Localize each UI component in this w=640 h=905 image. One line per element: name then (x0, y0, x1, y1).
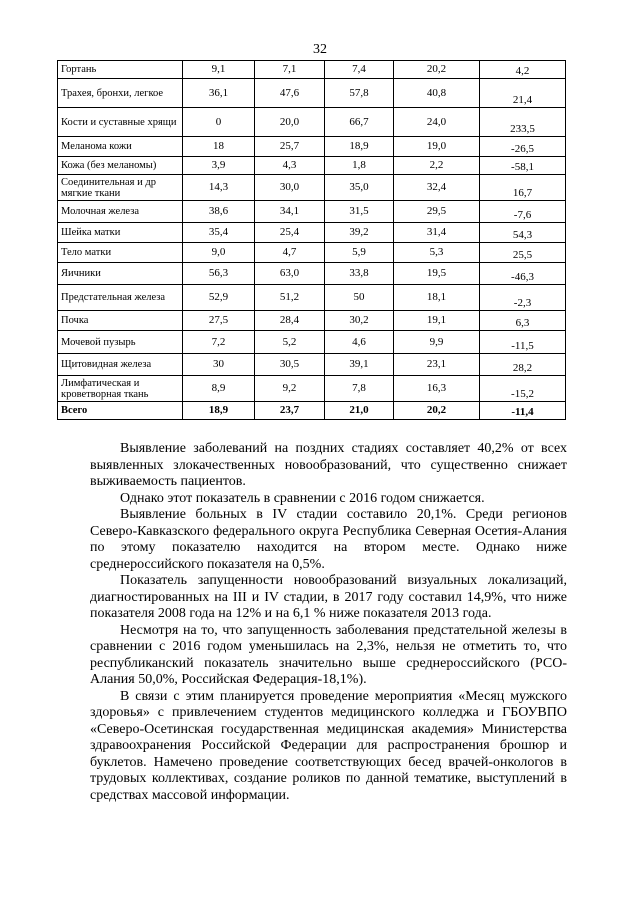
row-label: Молочная железа (58, 201, 183, 223)
change-cell: 233,5 (480, 108, 566, 137)
change-cell: 54,3 (480, 223, 566, 243)
value-cell: 47,6 (255, 79, 325, 108)
value-cell: 4,6 (325, 331, 394, 354)
table-row (58, 243, 566, 263)
change-cell: 25,5 (480, 243, 566, 263)
value-cell: 63,0 (255, 263, 325, 285)
value-cell: 30,5 (255, 354, 325, 376)
value-cell: 18,9 (183, 402, 255, 420)
change-cell: 4,2 (480, 61, 566, 79)
table-row (58, 137, 566, 157)
change-cell: -46,3 (480, 263, 566, 285)
row-label: Кожа (без меланомы) (58, 157, 183, 175)
value-cell: 50 (325, 285, 394, 311)
row-label: Соединительная и др мягкие ткани (58, 175, 183, 201)
value-cell: 20,0 (255, 108, 325, 137)
change-cell: 16,7 (480, 175, 566, 201)
paragraph: Выявление больных в IV стадии составило 20,1%. Среди регионов Северо-Кавказского федерального округа Республика Северная Осетия-Алания по этому показателю находится на втором месте. Однако ниже среднероссийского показателя на 0,5%. (90, 507, 567, 572)
change-cell: -11,5 (480, 331, 566, 354)
value-cell: 7,8 (325, 376, 394, 402)
value-cell: 3,9 (183, 157, 255, 175)
table-row (58, 223, 566, 243)
table-row (58, 201, 566, 223)
value-cell: 51,2 (255, 285, 325, 311)
value-cell: 1,8 (325, 157, 394, 175)
value-cell: 4,3 (255, 157, 325, 175)
value-cell: 5,2 (255, 331, 325, 354)
change-cell: 21,4 (480, 79, 566, 108)
value-cell: 25,4 (255, 223, 325, 243)
row-label: Тело матки (58, 243, 183, 263)
page-number: 32 (313, 42, 327, 57)
table-row (58, 285, 566, 311)
value-cell: 18,9 (325, 137, 394, 157)
value-cell: 5,9 (325, 243, 394, 263)
row-label: Кости и суставные хрящи (58, 108, 183, 137)
value-cell: 40,8 (394, 79, 480, 108)
value-cell: 39,1 (325, 354, 394, 376)
value-cell: 35,0 (325, 175, 394, 201)
change-cell: 6,3 (480, 311, 566, 331)
table-row (58, 311, 566, 331)
value-cell: 27,5 (183, 311, 255, 331)
value-cell: 7,1 (255, 61, 325, 79)
value-cell: 8,9 (183, 376, 255, 402)
value-cell: 31,5 (325, 201, 394, 223)
table-row (58, 354, 566, 376)
value-cell: 23,1 (394, 354, 480, 376)
value-cell: 20,2 (394, 402, 480, 420)
row-label: Шейка матки (58, 223, 183, 243)
value-cell: 9,9 (394, 331, 480, 354)
value-cell: 4,7 (255, 243, 325, 263)
row-label: Всего (58, 402, 183, 420)
value-cell: 30,2 (325, 311, 394, 331)
value-cell: 20,2 (394, 61, 480, 79)
value-cell: 25,7 (255, 137, 325, 157)
value-cell: 56,3 (183, 263, 255, 285)
value-cell: 31,4 (394, 223, 480, 243)
change-cell: -11,4 (480, 402, 566, 420)
change-cell: -26,5 (480, 137, 566, 157)
paragraph: Несмотря на то, что запущенность заболевания предстательной железы в сравнении с 2016 годом уменьшилась на 2,3%, нельзя не отметить то, что республиканский показатель значительно выше среднероссийского (РСО-Алания 50,0%, Российская Федерация-18,1%). (90, 622, 567, 687)
value-cell: 19,5 (394, 263, 480, 285)
value-cell: 5,3 (394, 243, 480, 263)
table-row (58, 331, 566, 354)
value-cell: 33,8 (325, 263, 394, 285)
value-cell: 9,0 (183, 243, 255, 263)
value-cell: 66,7 (325, 108, 394, 137)
table-row (58, 376, 566, 402)
value-cell: 19,0 (394, 137, 480, 157)
value-cell: 18 (183, 137, 255, 157)
value-cell: 39,2 (325, 223, 394, 243)
paragraph: Показатель запущенности новообразований визуальных локализаций, диагностированных на III и IV стадии, в 2017 году составил 14,9%, что ниже показателя 2008 года на 12% и на 6,1 % ниже показателя 2013 года. (90, 573, 567, 621)
value-cell: 23,7 (255, 402, 325, 420)
row-label: Меланома кожи (58, 137, 183, 157)
value-cell: 19,1 (394, 311, 480, 331)
row-label: Лимфатическая и кроветворная ткань (58, 376, 183, 402)
row-label: Мочевой пузырь (58, 331, 183, 354)
change-cell: -58,1 (480, 157, 566, 175)
value-cell: 9,2 (255, 376, 325, 402)
value-cell: 7,4 (325, 61, 394, 79)
table-row (58, 175, 566, 201)
value-cell: 18,1 (394, 285, 480, 311)
value-cell: 30,0 (255, 175, 325, 201)
value-cell: 29,5 (394, 201, 480, 223)
value-cell: 21,0 (325, 402, 394, 420)
row-label: Трахея, бронхи, легкое (58, 79, 183, 108)
table-row (58, 61, 566, 79)
table-row (58, 108, 566, 137)
value-cell: 9,1 (183, 61, 255, 79)
value-cell: 34,1 (255, 201, 325, 223)
table-total-row (58, 402, 566, 420)
body-text (90, 441, 567, 804)
value-cell: 35,4 (183, 223, 255, 243)
value-cell: 32,4 (394, 175, 480, 201)
value-cell: 36,1 (183, 79, 255, 108)
value-cell: 14,3 (183, 175, 255, 201)
value-cell: 16,3 (394, 376, 480, 402)
change-cell: -2,3 (480, 285, 566, 311)
value-cell: 2,2 (394, 157, 480, 175)
value-cell: 0 (183, 108, 255, 137)
change-cell: -7,6 (480, 201, 566, 223)
table-row (58, 263, 566, 285)
table-body (58, 61, 566, 420)
row-label: Щитовидная железа (58, 354, 183, 376)
row-label: Яичники (58, 263, 183, 285)
value-cell: 38,6 (183, 201, 255, 223)
table-row (58, 79, 566, 108)
cancer-stage-table (57, 60, 566, 420)
change-cell: 28,2 (480, 354, 566, 376)
value-cell: 30 (183, 354, 255, 376)
change-cell: -15,2 (480, 376, 566, 402)
row-label: Предстательная железа (58, 285, 183, 311)
paragraph: Однако этот показатель в сравнении с 2016 годом снижается. (120, 490, 485, 506)
value-cell: 57,8 (325, 79, 394, 108)
paragraph: Выявление заболеваний на поздних стадиях составляет 40,2% от всех выявленных злокачественных новообразований, что существенно снижает выживаемость пациентов. (90, 441, 567, 489)
value-cell: 28,4 (255, 311, 325, 331)
value-cell: 52,9 (183, 285, 255, 311)
row-label: Почка (58, 311, 183, 331)
paragraph: В связи с этим планируется проведение мероприятия «Месяц мужского здоровья» с привлечением студентов медицинского колледжа и ГБОУВПО «Северо-Осетинская государственная медицинская академия» Министерства здравоохранения Российской Федерации для распространения брошюр и буклетов. Намечено проведение соответствующих бесед врачей-онкологов в трудовых коллективах, создание роликов по данной тематике, выступлений в средствах массовой информации. (90, 688, 567, 803)
table-row (58, 157, 566, 175)
value-cell: 7,2 (183, 331, 255, 354)
row-label: Гортань (58, 61, 183, 79)
value-cell: 24,0 (394, 108, 480, 137)
